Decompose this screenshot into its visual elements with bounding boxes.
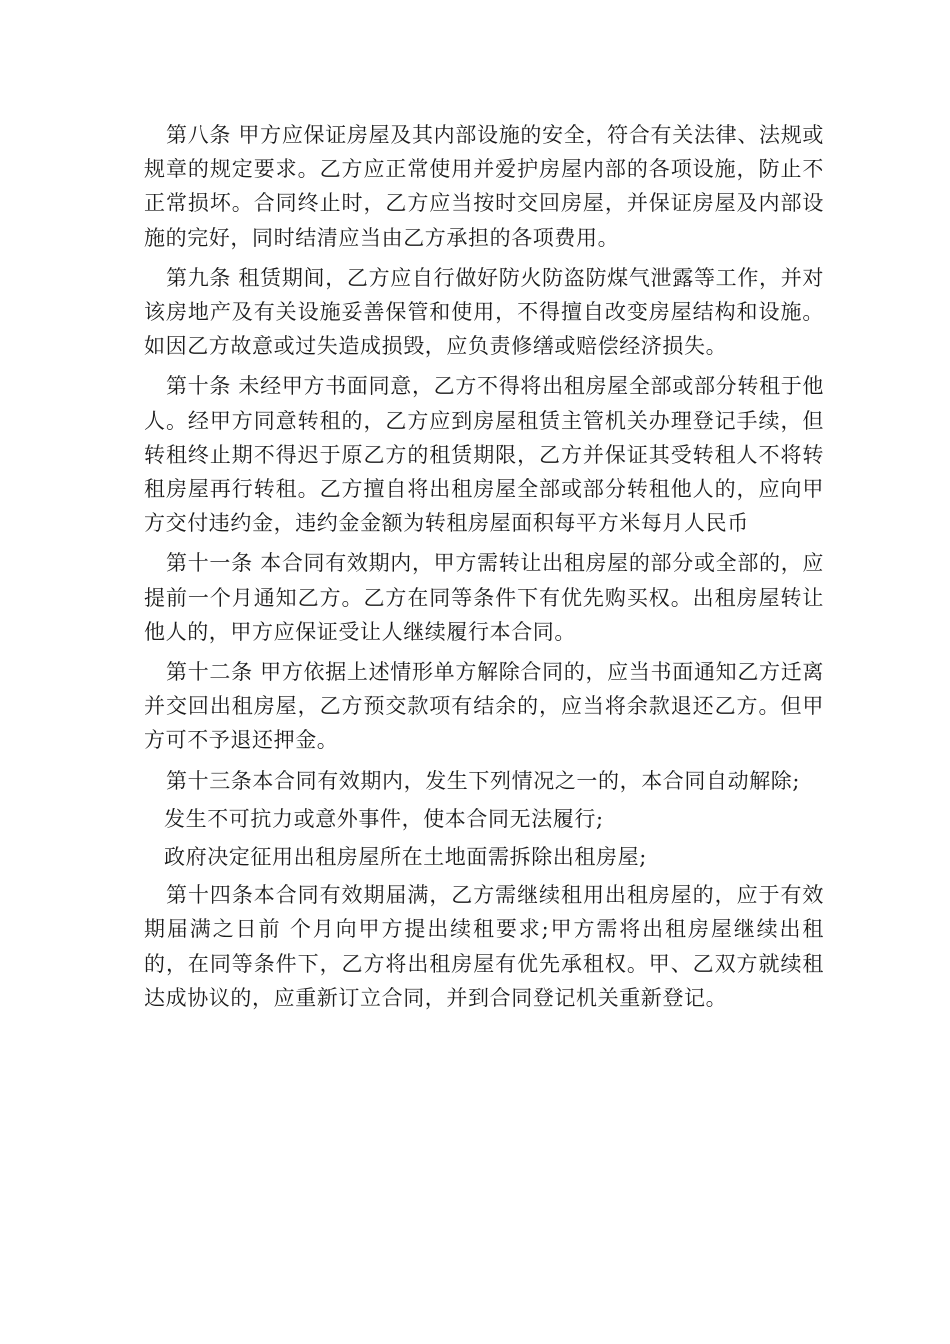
clause-12: 第十二条 甲方依据上述情形单方解除合同的，应当书面通知乙方迁离并交回出租房屋，乙方预交款项有结余的，应当将余款退还乙方。但甲方可不予退还押金。	[144, 660, 824, 753]
clause-13-item-1: 发生不可抗力或意外事件，使本合同无法履行;	[164, 806, 604, 831]
clause-13: 第十三条本合同有效期内，发生下列情况之一的，本合同自动解除;	[166, 768, 801, 793]
clause-10: 第十条 未经甲方书面同意，乙方不得将出租房屋全部或部分转租于他人。经甲方同意转租的，乙方应到房屋租赁主管机关办理登记手续，但转租终止期不得迟于原乙方的租赁期限，乙方并保证其受转租人不将转租房屋再行转租。乙方擅自将出租房屋全部或部分转租他人的，应向甲方交付违约金，违约金金额为转租房屋面积每平方米每月人民币	[144, 374, 824, 536]
clause-8: 第八条 甲方应保证房屋及其内部设施的安全，符合有关法律、法规或规章的规定要求。乙方应正常使用并爱护房屋内部的各项设施，防止不正常损坏。合同终止时，乙方应当按时交回房屋，并保证房屋及内部设施的完好，同时结清应当由乙方承担的各项费用。	[144, 123, 824, 250]
document-body	[144, 118, 824, 1015]
clause-9: 第九条 租赁期间，乙方应自行做好防火防盗防煤气泄露等工作，并对该房地产及有关设施妥善保管和使用，不得擅自改变房屋结构和设施。如因乙方故意或过失造成损毁，应负责修缮或赔偿经济损失。	[144, 265, 824, 359]
clause-14: 第十四条本合同有效期届满，乙方需继续租用出租房屋的，应于有效期届满之日前 个月向甲方提出续租要求;甲方需将出租房屋继续出租的，在同等条件下，乙方将出租房屋有优先承租权。甲、乙双方就续租达成协议的，应重新订立合同，并到合同登记机关重新登记。	[144, 883, 824, 1010]
clause-11: 第十一条 本合同有效期内，甲方需转让出租房屋的部分或全部的，应提前一个月通知乙方。乙方在同等条件下有优先购买权。出租房屋转让他人的，甲方应保证受让人继续履行本合同。	[144, 551, 824, 644]
clause-13-item-2: 政府决定征用出租房屋所在土地面需拆除出租房屋;	[164, 845, 647, 870]
